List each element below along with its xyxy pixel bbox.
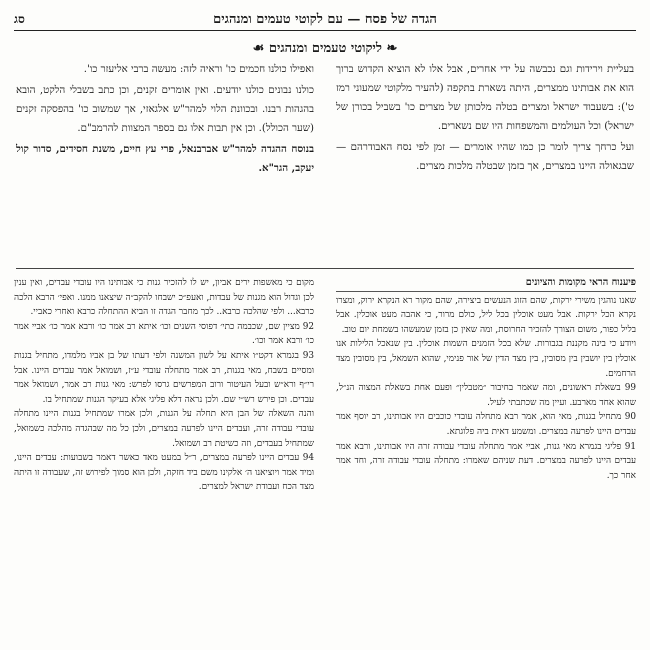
upper-left-column [16, 60, 314, 250]
page-number: סג [14, 12, 25, 26]
note-paragraph: ויודע כי בינה מקננת בגבורות. שלא בכל הזמנים השמות אוכלין. בין שנאכל הלילות אנו אוכלין בין יושבין בין מסובין, בין מצד הדין של אור פנימי, שהוא השמאל, בין מסובין מצד הרחמים. [336, 339, 636, 379]
upper-right-column [336, 60, 634, 260]
note-paragraph: והנה השאלה של הבן היא תחלה על הגנות, ולכן אמרו שמתחיל בגנות היינו מתחלה עובדי עבודה זרה, ועבדים היינו לפרעה במצרים, ולכן כל מה שבהגדה מהלכה כשמואל, שמתחיל בעבדים, וזה כשיטת רב ושמואל. [14, 409, 314, 449]
section-title-text: ליקוטי טעמים ומנהגים [268, 41, 382, 56]
running-header [14, 10, 636, 31]
note-paragraph: 93 בגמרא דקט״ו איתא על לשון המשנה ולפי דעתו של בן אביו מלמדו, מתחיל בגנות ומסיים בשבח, מאי בגנות, רב אמר מתחלה עובדי ע״ז, ושמואל אמר עבדים היינו. אבל רי״ף ורא״ש ובעל העיטור ורוב המפרשים גרסו לפרש: מאי גנות רב אמר, ושמואל אמר עבדים. וכן פירש רש״י שם. ולכן נראה דלא פליגי אלא בעיקר הגנות שמתחיל בו. [14, 350, 314, 405]
note-paragraph: 92 מציין שם, שכבמה כתי׳ דפוסי השנים וכו׳ איתא רב אמר כו׳ ורבא אמר כו׳ אביי אמר כו׳ ורבא אמר וכו׳. [14, 321, 314, 347]
note-paragraph: מקום כי מאשפות ירים אביון, יש לו להזכיר גנות כי אבותינו היו עובדי עבדים, ואין ענין לכן וגדול הוא מגנות של עבדות, ואעפ״כ ישבחו להקב״ה שיצאנו ממנו. ואפי׳ הרבא הלכה כרבא... ולפי שהלכה כרבא.. לכך מחבר הגדה זו הביא ההתחלה כרבא ואחרי כאביי. [14, 278, 314, 318]
paragraph: ועל כרחך צריך לומר כן כמו שהיו אומרים — זמן לפי נסח האבודרהם — שבגאולה היינו במצרים, אך בזמן שבטלה מלכות מצרים. [336, 142, 634, 172]
notes-heading: פיענוח הראי מקומות והציונים [336, 276, 636, 292]
paragraph: ואפילו כולנו חכמים כו' וראיה לזה: מעשה ברבי אליעזר כו'. [83, 64, 314, 75]
header-title: הגדה של פסח — עם לקוטי טעמים ומנהגים [213, 12, 437, 27]
paragraph: בעליית וירידות וגם נכבשה על ידי אחרים, אבל אלו לא הוציא הקדוש ברוך הוא את אבותינו ממצרים, היתה נשארת בתקפה (להעיר מלקוטי שמעוני רמז ט'): בשעבוד ישראל ומצרים בטלה מלכותן של מצרים כו' בשביל בכורן של ישראל) וכל העולמים והמשפחות היו שם נשארים. [336, 64, 634, 132]
paragraph: כולנו נבונים כולנו יודעים. ואין אומרים זקנים, וכן כתב בשבלי הלקט, הובא בהגהות רבנו. ובכוונת הלוי למהר"ש אלגאזי, אך שמשוב כו' בהפסקה זקנים (שער הכולל). וכן אין תבות אלו גם בספר המצוות להרמב"ם. [16, 85, 314, 134]
section-title [0, 40, 650, 56]
note-paragraph: 94 עבדים היינו לפרעה במצרים, ר״ל במעט מאד כאשר דאמר בשבועות: עבדים היינו, ומיד אמר ויוציאנו ה׳ אלקינו משם ביד חזקה, ולכן הוא סמוך לפירוש זה, שעבודה זו היתה מצד הכח ועבודת ישראל למצרים. [14, 453, 314, 493]
lower-left-column [14, 276, 314, 642]
ornament-icon: ☙ [252, 41, 265, 56]
note-paragraph: שאנו נוהגין משירי ירקות, שהם הזוג הנעשים ביצירה, שהם מקור רא הנקרא ירוק, ומצרו נקרא הכל ירקות. אבל מעט אוכלין בכל ליל, כולם מרור, כי אהבה מעט אוכלין. אבל בליל כפור, משום הצורך להזכיר החרוסת, ומה שאין כן בזמן שמעשהו בשמחת יום טוב. [336, 295, 636, 335]
divider-line [16, 268, 634, 269]
note-paragraph: 91 פליגי בגמרא מאי גנות, אביי אמר מתחלה עובדי עבודה זרה היו אבותינו, ורבא אמר עבדים היינו לפרעה במצרים. דעת שניהם שאמרו: מתחלה עובדי עבודה זרה, וחד אמר אחר כך. [336, 441, 636, 481]
paragraph: בנוסח ההגדה למהר"ש אברבנאל, פרי עץ חיים, משנת חסידים, סדור קול יעקב, הגר"א. [16, 143, 314, 174]
lower-right-column [336, 276, 636, 642]
note-paragraph: 99 בשאלת ראשונים, ומה שאמר בחיבור ״מטבלין״ ופעם אחת בשאלת המצוה הנ״ל, שהוא אחד מארבע. ועיין מה שכתבתי לעיל. [336, 383, 636, 408]
note-paragraph: 90 מתחיל בגנות, מאי הוא, אמר רבא מתחלה עובדי כוכבים היו אבותינו, רב יוסף אמר עבדים היינו לפרעה במצרים. ומשמע דאית ביה פלוגתא. [336, 412, 636, 437]
ornament-icon: ❧ [381, 41, 398, 56]
